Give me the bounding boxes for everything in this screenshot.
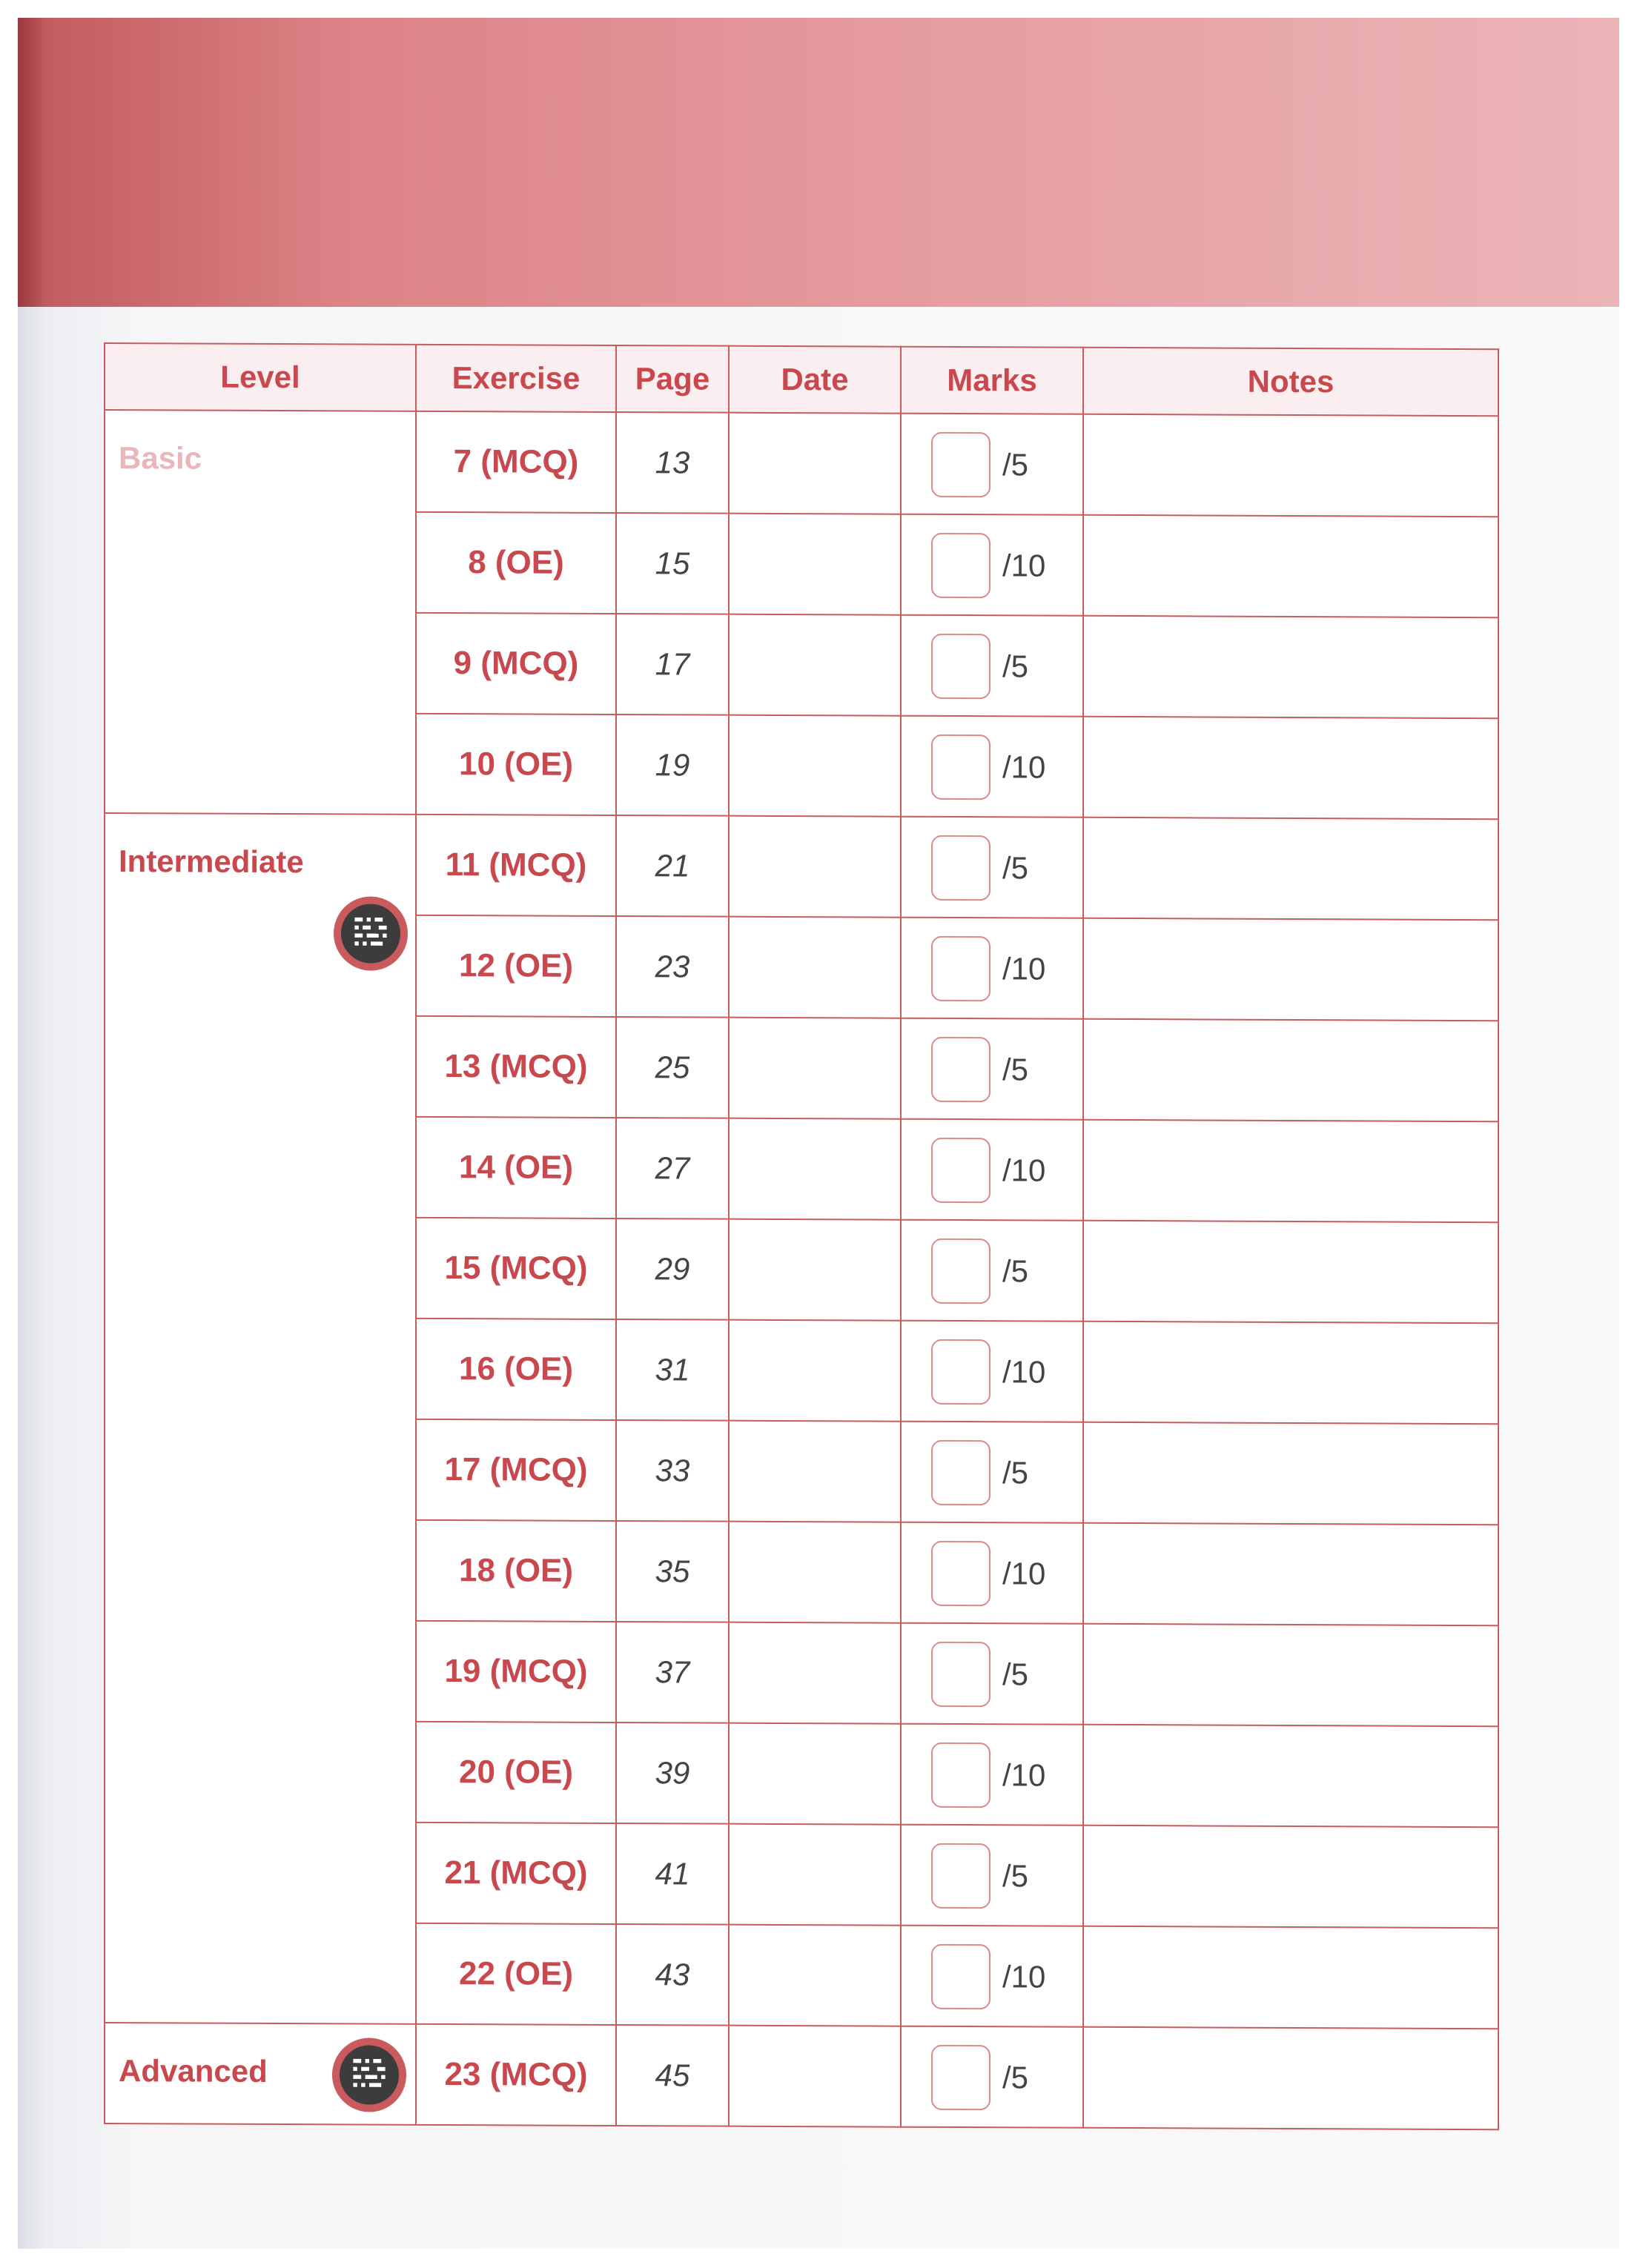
banner-shadow-strip	[18, 18, 47, 307]
exercise-cell: 19 (MCQ)	[416, 1621, 616, 1722]
score-input-box[interactable]	[931, 1642, 991, 1707]
exercise-cell: 16 (OE)	[416, 1319, 616, 1420]
level-label: Intermediate	[119, 843, 304, 880]
score-input-box[interactable]	[931, 432, 991, 497]
exercise-cell: 9 (MCQ)	[416, 613, 616, 714]
marks-total: /10	[1002, 1959, 1046, 1995]
notes-field[interactable]	[1083, 1926, 1498, 2029]
exercise-cell: 21 (MCQ)	[416, 1823, 616, 1924]
page-cell: 29	[616, 1218, 729, 1320]
score-input-box[interactable]	[931, 735, 991, 800]
notes-field[interactable]	[1083, 1725, 1498, 1827]
page-cell: 31	[616, 1319, 729, 1421]
marks-total: /10	[1002, 951, 1046, 987]
exercise-cell: 23 (MCQ)	[416, 2024, 616, 2126]
page-cell: 37	[616, 1622, 729, 1723]
score-input-box[interactable]	[931, 835, 991, 901]
level-cell-basic	[105, 410, 416, 815]
marks-total: /5	[1002, 1253, 1029, 1289]
score-input-box[interactable]	[931, 1339, 991, 1405]
page-cell: 33	[616, 1420, 729, 1522]
score-input-box[interactable]	[931, 2045, 991, 2110]
marks-cell	[901, 1825, 1083, 1926]
page-cell: 23	[616, 916, 729, 1018]
marks-total: /10	[1002, 749, 1046, 785]
level-label: Basic	[119, 440, 202, 476]
level-cell-intermediate	[105, 813, 416, 2024]
notes-field[interactable]	[1083, 515, 1498, 617]
marks-cell	[901, 1018, 1083, 1120]
score-input-box[interactable]	[931, 936, 991, 1001]
page-cell: 35	[616, 1521, 729, 1622]
exercise-cell: 20 (OE)	[416, 1722, 616, 1823]
header-marks: Marks	[901, 347, 1083, 414]
progress-tracker-table	[104, 342, 1499, 2130]
page-cell: 45	[616, 2025, 729, 2126]
page-cell: 43	[616, 1924, 729, 2026]
score-input-box[interactable]	[931, 1037, 991, 1102]
exercise-cell: 22 (OE)	[416, 1923, 616, 2025]
date-field[interactable]	[729, 1018, 901, 1119]
date-field[interactable]	[729, 816, 901, 918]
score-input-box[interactable]	[931, 1843, 991, 1909]
page-cell: 13	[616, 412, 729, 514]
notes-field[interactable]	[1083, 1422, 1498, 1525]
notes-field[interactable]	[1083, 1322, 1498, 1424]
qr-code-badge-icon[interactable]	[334, 896, 408, 970]
date-field[interactable]	[729, 1219, 901, 1321]
level-label: Advanced	[119, 2053, 268, 2089]
table-row	[105, 2023, 1498, 2129]
marks-total: /5	[1002, 2060, 1029, 2095]
marks-total: /5	[1002, 447, 1029, 483]
notes-field[interactable]	[1083, 1624, 1498, 1726]
notes-field[interactable]	[1083, 717, 1498, 819]
date-field[interactable]	[729, 1118, 901, 1220]
date-field[interactable]	[729, 1925, 901, 2026]
marks-total: /5	[1002, 1858, 1029, 1894]
marks-cell	[901, 1926, 1083, 2027]
score-input-box[interactable]	[931, 533, 991, 598]
qr-code-badge-icon[interactable]	[332, 2037, 406, 2112]
score-input-box[interactable]	[931, 1944, 991, 2009]
marks-total: /5	[1002, 1455, 1029, 1491]
marks-total: /10	[1002, 1153, 1046, 1188]
header-exercise: Exercise	[416, 345, 616, 412]
date-field[interactable]	[729, 514, 901, 615]
marks-cell	[901, 1623, 1083, 1725]
marks-cell	[901, 1422, 1083, 1523]
table-row	[105, 813, 1498, 920]
score-input-box[interactable]	[931, 1541, 991, 1606]
marks-cell	[901, 817, 1083, 918]
page-cell: 41	[616, 1823, 729, 1925]
page-cell: 19	[616, 714, 729, 816]
notes-field[interactable]	[1083, 1120, 1498, 1222]
marks-cell	[901, 2026, 1083, 2128]
score-input-box[interactable]	[931, 1239, 991, 1304]
score-input-box[interactable]	[931, 634, 991, 699]
marks-cell	[901, 1119, 1083, 1221]
marks-total: /10	[1002, 1354, 1046, 1390]
date-field[interactable]	[729, 2026, 901, 2127]
exercise-cell: 14 (OE)	[416, 1117, 616, 1218]
exercise-cell: 17 (MCQ)	[416, 1419, 616, 1521]
marks-total: /5	[1002, 649, 1029, 684]
exercise-cell: 7 (MCQ)	[416, 411, 616, 513]
date-field[interactable]	[729, 1723, 901, 1825]
marks-cell	[901, 1220, 1083, 1322]
header-notes: Notes	[1083, 348, 1498, 416]
header-level: Level	[105, 343, 416, 411]
notes-field[interactable]	[1083, 1523, 1498, 1625]
date-field[interactable]	[729, 413, 901, 514]
marks-cell	[901, 1522, 1083, 1624]
exercise-cell: 13 (MCQ)	[416, 1016, 616, 1118]
date-field[interactable]	[729, 614, 901, 716]
date-field[interactable]	[729, 1421, 901, 1522]
exercise-cell: 15 (MCQ)	[416, 1218, 616, 1319]
header-banner	[18, 18, 1619, 307]
score-input-box[interactable]	[931, 1138, 991, 1203]
header-date: Date	[729, 346, 901, 414]
score-input-box[interactable]	[931, 1743, 991, 1808]
marks-total: /5	[1002, 1052, 1029, 1087]
marks-cell	[901, 615, 1083, 717]
marks-cell	[901, 1321, 1083, 1422]
marks-total: /10	[1002, 1757, 1046, 1793]
page-cell: 21	[616, 815, 729, 917]
score-input-box[interactable]	[931, 1440, 991, 1505]
date-field[interactable]	[729, 1522, 901, 1623]
notes-field[interactable]	[1083, 918, 1498, 1021]
date-field[interactable]	[729, 1622, 901, 1724]
marks-cell	[901, 414, 1083, 515]
notes-field[interactable]	[1083, 2027, 1498, 2129]
marks-total: /10	[1002, 548, 1046, 583]
exercise-cell: 10 (OE)	[416, 714, 616, 815]
marks-total: /5	[1002, 1657, 1029, 1692]
marks-cell	[901, 1724, 1083, 1826]
notes-field[interactable]	[1083, 1826, 1498, 1928]
date-field[interactable]	[729, 1320, 901, 1422]
table-row	[105, 410, 1498, 517]
exercise-cell: 11 (MCQ)	[416, 815, 616, 916]
marks-total: /10	[1002, 1556, 1046, 1591]
page-cell: 27	[616, 1118, 729, 1219]
notes-field[interactable]	[1083, 616, 1498, 718]
header-row	[105, 343, 1498, 416]
header-page: Page	[616, 345, 729, 413]
marks-cell	[901, 918, 1083, 1019]
date-field[interactable]	[729, 1824, 901, 1926]
page-cell: 39	[616, 1722, 729, 1824]
marks-cell	[901, 716, 1083, 818]
level-cell-advanced	[105, 2023, 416, 2125]
notes-field[interactable]	[1083, 1019, 1498, 1121]
marks-cell	[901, 514, 1083, 616]
marks-total: /5	[1002, 850, 1029, 886]
date-field[interactable]	[729, 715, 901, 817]
exercise-cell: 8 (OE)	[416, 512, 616, 614]
page-cell: 25	[616, 1017, 729, 1118]
notes-field[interactable]	[1083, 818, 1498, 920]
page-cell: 15	[616, 513, 729, 614]
exercise-cell: 12 (OE)	[416, 915, 616, 1017]
exercise-cell: 18 (OE)	[416, 1520, 616, 1622]
page-cell: 17	[616, 614, 729, 715]
notes-field[interactable]	[1083, 414, 1498, 517]
notes-field[interactable]	[1083, 1221, 1498, 1323]
date-field[interactable]	[729, 917, 901, 1018]
